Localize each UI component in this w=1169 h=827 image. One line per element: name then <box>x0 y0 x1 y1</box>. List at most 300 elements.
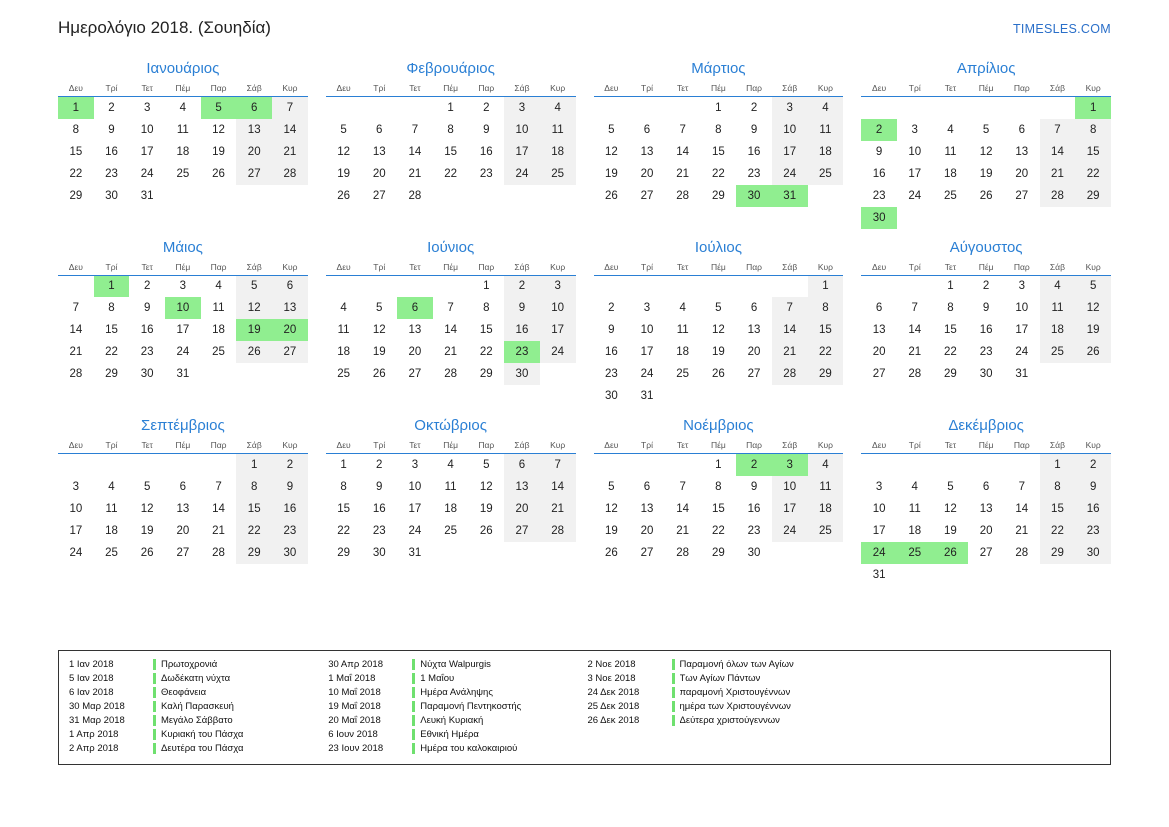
day-cell-holiday[interactable]: 5 <box>201 97 237 119</box>
day-cell[interactable]: 24 <box>504 163 540 185</box>
day-cell[interactable]: 28 <box>408 189 422 202</box>
day-cell[interactable]: 22 <box>711 524 725 537</box>
day-cell[interactable]: 20 <box>236 141 272 163</box>
day-cell[interactable]: 25 <box>176 167 190 180</box>
day-cell[interactable]: 23 <box>1075 520 1111 542</box>
day-cell[interactable]: 15 <box>808 319 844 341</box>
day-cell[interactable]: 11 <box>1040 297 1076 319</box>
day-cell[interactable]: 21 <box>772 341 808 363</box>
day-cell-holiday[interactable]: 26 <box>933 542 969 564</box>
day-cell[interactable]: 27 <box>504 520 540 542</box>
day-cell[interactable]: 23 <box>747 167 761 180</box>
day-cell[interactable]: 5 <box>143 480 151 493</box>
day-cell[interactable]: 9 <box>504 297 540 319</box>
day-cell[interactable]: 22 <box>711 167 725 180</box>
day-cell[interactable]: 24 <box>772 520 808 542</box>
day-cell[interactable]: 2 <box>108 101 115 114</box>
day-cell[interactable]: 29 <box>944 368 957 380</box>
day-cell[interactable]: 4 <box>679 302 686 314</box>
day-cell[interactable]: 19 <box>1075 319 1111 341</box>
day-cell[interactable]: 5 <box>483 458 490 471</box>
day-cell[interactable]: 8 <box>715 123 722 136</box>
day-cell[interactable]: 19 <box>212 145 225 158</box>
day-cell[interactable]: 20 <box>979 524 993 537</box>
day-cell[interactable]: 8 <box>1075 119 1111 141</box>
day-cell[interactable]: 3 <box>643 302 651 314</box>
day-cell[interactable]: 20 <box>176 524 190 537</box>
day-cell[interactable]: 8 <box>483 302 490 314</box>
day-cell[interactable]: 15 <box>444 145 457 158</box>
day-cell[interactable]: 24 <box>1015 346 1029 358</box>
day-cell[interactable]: 29 <box>1040 542 1076 564</box>
day-cell[interactable]: 23 <box>747 524 761 537</box>
day-cell[interactable]: 9 <box>750 123 758 136</box>
day-cell[interactable]: 14 <box>69 324 83 336</box>
day-cell[interactable]: 24 <box>540 341 576 363</box>
day-cell[interactable]: 29 <box>1075 185 1111 207</box>
day-cell[interactable]: 3 <box>911 123 918 136</box>
day-cell[interactable]: 19 <box>372 346 386 358</box>
day-cell[interactable]: 20 <box>408 346 422 358</box>
day-cell[interactable]: 17 <box>176 324 190 336</box>
day-cell[interactable]: 3 <box>179 280 187 293</box>
day-cell[interactable]: 4 <box>215 280 222 293</box>
day-cell[interactable]: 28 <box>908 368 922 380</box>
day-cell[interactable]: 11 <box>944 145 957 158</box>
day-cell[interactable]: 28 <box>540 520 576 542</box>
day-cell[interactable]: 22 <box>444 167 457 180</box>
day-cell[interactable]: 9 <box>750 480 758 493</box>
day-cell[interactable]: 16 <box>504 319 540 341</box>
day-cell[interactable]: 3 <box>772 97 808 119</box>
day-cell[interactable]: 9 <box>982 302 990 314</box>
day-cell[interactable]: 15 <box>711 502 725 515</box>
day-cell[interactable]: 22 <box>236 520 272 542</box>
day-cell[interactable]: 20 <box>504 498 540 520</box>
day-cell[interactable]: 10 <box>504 119 540 141</box>
day-cell[interactable]: 25 <box>540 163 576 185</box>
day-cell[interactable]: 17 <box>1015 324 1029 336</box>
day-cell[interactable]: 18 <box>540 141 576 163</box>
day-cell[interactable]: 15 <box>337 502 350 515</box>
day-cell[interactable]: 15 <box>105 324 118 336</box>
day-cell[interactable]: 28 <box>272 163 308 185</box>
day-cell[interactable]: 20 <box>872 346 886 358</box>
day-cell-holiday[interactable]: 6 <box>236 97 272 119</box>
day-cell[interactable]: 27 <box>176 546 190 559</box>
day-cell[interactable]: 13 <box>979 502 993 515</box>
day-cell[interactable]: 22 <box>808 341 844 363</box>
day-cell[interactable]: 3 <box>875 480 883 493</box>
day-cell[interactable]: 14 <box>676 502 690 515</box>
day-cell[interactable]: 6 <box>875 302 883 314</box>
day-cell[interactable]: 21 <box>676 167 690 180</box>
day-cell[interactable]: 14 <box>1015 502 1029 515</box>
day-cell[interactable]: 17 <box>504 141 540 163</box>
day-cell[interactable]: 1 <box>715 458 722 471</box>
day-cell[interactable]: 21 <box>272 141 308 163</box>
day-cell[interactable]: 12 <box>711 324 725 336</box>
day-cell[interactable]: 22 <box>479 346 493 358</box>
day-cell[interactable]: 11 <box>444 480 457 493</box>
day-cell[interactable]: 18 <box>908 524 922 537</box>
day-cell[interactable]: 29 <box>479 368 493 380</box>
day-cell[interactable]: 8 <box>947 302 954 314</box>
day-cell[interactable]: 21 <box>1040 163 1076 185</box>
day-cell-holiday[interactable]: 6 <box>397 297 433 319</box>
day-cell-holiday[interactable]: 23 <box>504 341 540 363</box>
day-cell[interactable]: 17 <box>872 524 886 537</box>
day-cell[interactable]: 25 <box>944 189 957 202</box>
day-cell[interactable]: 2 <box>1075 454 1111 476</box>
day-cell[interactable]: 27 <box>979 546 993 559</box>
day-cell[interactable]: 6 <box>750 302 758 314</box>
day-cell[interactable]: 25 <box>337 368 350 380</box>
day-cell[interactable]: 24 <box>908 189 922 202</box>
day-cell[interactable]: 30 <box>1075 542 1111 564</box>
day-cell[interactable]: 19 <box>944 524 957 537</box>
day-cell[interactable]: 23 <box>140 346 154 358</box>
day-cell[interactable]: 9 <box>875 145 883 158</box>
day-cell[interactable]: 5 <box>340 123 347 136</box>
day-cell[interactable]: 18 <box>176 145 190 158</box>
day-cell[interactable]: 9 <box>483 123 490 136</box>
day-cell[interactable]: 12 <box>372 324 386 336</box>
day-cell[interactable]: 10 <box>640 324 654 336</box>
day-cell[interactable]: 25 <box>1040 341 1076 363</box>
day-cell[interactable]: 15 <box>1040 498 1076 520</box>
day-cell[interactable]: 14 <box>908 324 922 336</box>
day-cell[interactable]: 27 <box>236 163 272 185</box>
day-cell[interactable]: 26 <box>711 368 725 380</box>
day-cell[interactable]: 2 <box>143 280 151 293</box>
day-cell[interactable]: 1 <box>483 280 490 293</box>
day-cell[interactable]: 9 <box>272 476 308 498</box>
day-cell[interactable]: 31 <box>140 189 154 202</box>
day-cell[interactable]: 19 <box>479 502 493 515</box>
day-cell[interactable]: 16 <box>140 324 154 336</box>
day-cell[interactable]: 1 <box>340 458 347 471</box>
day-cell[interactable]: 8 <box>72 123 80 136</box>
day-cell[interactable]: 15 <box>479 324 493 336</box>
day-cell[interactable]: 6 <box>643 123 651 136</box>
day-cell[interactable]: 13 <box>1015 145 1029 158</box>
day-cell[interactable]: 25 <box>105 546 118 559</box>
site-brand[interactable]: TIMESLES.COM <box>1012 22 1111 36</box>
day-cell[interactable]: 25 <box>444 524 457 537</box>
day-cell[interactable]: 19 <box>604 524 618 537</box>
day-cell[interactable]: 8 <box>236 476 272 498</box>
day-cell[interactable]: 27 <box>640 189 654 202</box>
day-cell-holiday[interactable]: 1 <box>58 97 94 119</box>
day-cell[interactable]: 6 <box>643 480 651 493</box>
day-cell[interactable]: 22 <box>337 524 350 537</box>
day-cell[interactable]: 13 <box>236 119 272 141</box>
day-cell-holiday[interactable]: 31 <box>772 185 808 207</box>
day-cell-holiday[interactable]: 2 <box>861 119 897 141</box>
day-cell-holiday[interactable]: 3 <box>772 454 808 476</box>
day-cell[interactable]: 11 <box>808 119 844 141</box>
day-cell[interactable]: 13 <box>640 145 654 158</box>
day-cell[interactable]: 19 <box>337 167 350 180</box>
day-cell[interactable]: 21 <box>408 167 422 180</box>
day-cell[interactable]: 26 <box>604 546 618 559</box>
day-cell[interactable]: 20 <box>372 167 386 180</box>
day-cell[interactable]: 30 <box>105 189 118 202</box>
day-cell[interactable]: 23 <box>872 189 886 202</box>
day-cell[interactable]: 19 <box>604 167 618 180</box>
day-cell[interactable]: 24 <box>772 163 808 185</box>
day-cell[interactable]: 14 <box>272 119 308 141</box>
day-cell[interactable]: 12 <box>236 297 272 319</box>
day-cell[interactable]: 29 <box>236 542 272 564</box>
day-cell[interactable]: 25 <box>212 346 225 358</box>
day-cell[interactable]: 21 <box>676 524 690 537</box>
day-cell[interactable]: 11 <box>540 119 576 141</box>
day-cell[interactable]: 18 <box>212 324 225 336</box>
day-cell[interactable]: 26 <box>140 546 154 559</box>
day-cell[interactable]: 13 <box>504 476 540 498</box>
day-cell[interactable]: 24 <box>140 167 154 180</box>
day-cell[interactable]: 16 <box>272 498 308 520</box>
day-cell[interactable]: 5 <box>608 123 615 136</box>
day-cell[interactable]: 29 <box>105 368 118 380</box>
day-cell[interactable]: 15 <box>711 145 725 158</box>
day-cell[interactable]: 17 <box>408 502 422 515</box>
day-cell[interactable]: 10 <box>908 145 922 158</box>
day-cell[interactable]: 26 <box>479 524 493 537</box>
day-cell[interactable]: 4 <box>540 97 576 119</box>
day-cell[interactable]: 30 <box>747 546 761 559</box>
day-cell[interactable]: 11 <box>808 476 844 498</box>
day-cell[interactable]: 14 <box>676 145 690 158</box>
day-cell[interactable]: 21 <box>540 498 576 520</box>
day-cell[interactable]: 7 <box>679 123 686 136</box>
day-cell[interactable]: 2 <box>982 280 990 293</box>
day-cell[interactable]: 23 <box>479 167 493 180</box>
day-cell[interactable]: 7 <box>272 97 308 119</box>
day-cell[interactable]: 23 <box>372 524 386 537</box>
day-cell[interactable]: 7 <box>1018 480 1025 493</box>
day-cell[interactable]: 28 <box>772 363 808 385</box>
day-cell[interactable]: 18 <box>676 346 690 358</box>
day-cell[interactable]: 4 <box>179 101 187 114</box>
day-cell[interactable]: 6 <box>179 480 187 493</box>
day-cell[interactable]: 8 <box>1040 476 1076 498</box>
day-cell[interactable]: 2 <box>483 101 490 114</box>
day-cell[interactable]: 21 <box>212 524 225 537</box>
day-cell[interactable]: 28 <box>676 189 690 202</box>
day-cell[interactable]: 30 <box>504 363 540 385</box>
day-cell[interactable]: 28 <box>676 546 690 559</box>
day-cell[interactable]: 17 <box>772 141 808 163</box>
day-cell[interactable]: 1 <box>236 454 272 476</box>
day-cell[interactable]: 26 <box>604 189 618 202</box>
day-cell[interactable]: 18 <box>1040 319 1076 341</box>
day-cell[interactable]: 8 <box>108 302 115 314</box>
day-cell[interactable]: 20 <box>747 346 761 358</box>
day-cell[interactable]: 31 <box>176 368 190 380</box>
day-cell[interactable]: 8 <box>447 123 454 136</box>
day-cell[interactable]: 7 <box>772 297 808 319</box>
day-cell[interactable]: 10 <box>772 476 808 498</box>
day-cell[interactable]: 26 <box>337 189 350 202</box>
day-cell[interactable]: 2 <box>376 458 383 471</box>
day-cell[interactable]: 4 <box>447 458 454 471</box>
day-cell[interactable]: 12 <box>1075 297 1111 319</box>
day-cell[interactable]: 22 <box>944 346 957 358</box>
day-cell[interactable]: 16 <box>604 346 618 358</box>
day-cell[interactable]: 6 <box>504 454 540 476</box>
day-cell[interactable]: 9 <box>376 480 383 493</box>
day-cell[interactable]: 8 <box>715 480 722 493</box>
day-cell[interactable]: 27 <box>372 189 386 202</box>
day-cell[interactable]: 24 <box>69 546 83 559</box>
day-cell[interactable]: 9 <box>108 123 115 136</box>
day-cell[interactable]: 27 <box>640 546 654 559</box>
day-cell[interactable]: 11 <box>212 302 225 314</box>
day-cell[interactable]: 20 <box>1015 167 1029 180</box>
day-cell[interactable]: 29 <box>711 189 725 202</box>
day-cell[interactable]: 10 <box>772 119 808 141</box>
day-cell[interactable]: 30 <box>604 390 618 402</box>
day-cell[interactable]: 15 <box>1075 141 1111 163</box>
day-cell[interactable]: 5 <box>982 123 990 136</box>
day-cell[interactable]: 17 <box>908 167 922 180</box>
day-cell[interactable]: 13 <box>408 324 422 336</box>
day-cell[interactable]: 13 <box>272 297 308 319</box>
day-cell[interactable]: 1 <box>947 280 954 293</box>
day-cell[interactable]: 18 <box>444 502 457 515</box>
day-cell[interactable]: 14 <box>408 145 422 158</box>
day-cell[interactable]: 2 <box>608 302 615 314</box>
day-cell[interactable]: 27 <box>747 368 761 380</box>
day-cell[interactable]: 18 <box>808 498 844 520</box>
day-cell[interactable]: 16 <box>1075 498 1111 520</box>
day-cell[interactable]: 27 <box>408 368 422 380</box>
day-cell[interactable]: 18 <box>105 524 118 537</box>
day-cell[interactable]: 10 <box>540 297 576 319</box>
day-cell[interactable]: 2 <box>504 275 540 297</box>
day-cell[interactable]: 9 <box>608 324 615 336</box>
day-cell[interactable]: 13 <box>640 502 654 515</box>
day-cell[interactable]: 20 <box>640 524 654 537</box>
day-cell[interactable]: 2 <box>272 454 308 476</box>
day-cell[interactable]: 4 <box>808 97 844 119</box>
day-cell[interactable]: 27 <box>272 341 308 363</box>
day-cell[interactable]: 7 <box>72 302 80 314</box>
day-cell[interactable]: 3 <box>540 275 576 297</box>
day-cell[interactable]: 26 <box>372 368 386 380</box>
day-cell[interactable]: 16 <box>479 145 493 158</box>
day-cell[interactable]: 22 <box>69 167 83 180</box>
day-cell[interactable]: 31 <box>1015 368 1029 380</box>
day-cell[interactable]: 27 <box>872 368 886 380</box>
day-cell[interactable]: 4 <box>340 302 347 314</box>
day-cell[interactable]: 7 <box>411 123 419 136</box>
day-cell[interactable]: 15 <box>236 498 272 520</box>
day-cell[interactable]: 23 <box>272 520 308 542</box>
day-cell[interactable]: 25 <box>808 163 844 185</box>
day-cell[interactable]: 7 <box>1040 119 1076 141</box>
day-cell[interactable]: 29 <box>808 363 844 385</box>
day-cell[interactable]: 5 <box>236 275 272 297</box>
day-cell[interactable]: 28 <box>212 546 225 559</box>
day-cell[interactable]: 5 <box>715 302 722 314</box>
day-cell[interactable]: 11 <box>105 502 118 515</box>
day-cell[interactable]: 4 <box>108 480 115 493</box>
day-cell[interactable]: 1 <box>447 101 454 114</box>
day-cell[interactable]: 14 <box>1040 141 1076 163</box>
day-cell[interactable]: 4 <box>808 454 844 476</box>
day-cell[interactable]: 17 <box>640 346 654 358</box>
day-cell[interactable]: 7 <box>215 480 222 493</box>
day-cell[interactable]: 4 <box>947 123 954 136</box>
day-cell[interactable]: 7 <box>540 454 576 476</box>
day-cell[interactable]: 5 <box>1075 275 1111 297</box>
day-cell[interactable]: 22 <box>105 346 118 358</box>
day-cell-holiday[interactable]: 1 <box>94 275 130 297</box>
day-cell[interactable]: 1 <box>715 101 722 114</box>
day-cell[interactable]: 4 <box>1040 275 1076 297</box>
day-cell[interactable]: 16 <box>372 502 386 515</box>
day-cell[interactable]: 21 <box>69 346 83 358</box>
day-cell[interactable]: 12 <box>604 502 618 515</box>
day-cell[interactable]: 3 <box>1018 280 1025 293</box>
day-cell[interactable]: 6 <box>272 275 308 297</box>
day-cell[interactable]: 28 <box>69 368 83 380</box>
day-cell[interactable]: 25 <box>808 520 844 542</box>
day-cell[interactable]: 26 <box>1075 341 1111 363</box>
day-cell[interactable]: 23 <box>979 346 993 358</box>
day-cell-holiday[interactable]: 10 <box>165 297 201 319</box>
day-cell[interactable]: 31 <box>408 546 422 559</box>
day-cell[interactable]: 12 <box>604 145 618 158</box>
day-cell[interactable]: 17 <box>540 319 576 341</box>
day-cell[interactable]: 25 <box>676 368 690 380</box>
day-cell[interactable]: 16 <box>747 502 761 515</box>
day-cell[interactable]: 16 <box>872 167 886 180</box>
day-cell[interactable]: 3 <box>72 480 80 493</box>
day-cell[interactable]: 30 <box>140 368 154 380</box>
day-cell[interactable]: 15 <box>69 145 83 158</box>
day-cell[interactable]: 19 <box>140 524 154 537</box>
day-cell[interactable]: 28 <box>1015 546 1029 559</box>
day-cell[interactable]: 9 <box>143 302 151 314</box>
day-cell[interactable]: 10 <box>69 502 83 515</box>
day-cell[interactable]: 11 <box>676 324 689 336</box>
day-cell[interactable]: 30 <box>272 542 308 564</box>
day-cell[interactable]: 3 <box>143 101 151 114</box>
day-cell[interactable]: 6 <box>376 123 383 136</box>
day-cell-holiday[interactable]: 2 <box>736 454 772 476</box>
day-cell[interactable]: 14 <box>540 476 576 498</box>
day-cell[interactable]: 23 <box>604 368 618 380</box>
day-cell[interactable]: 12 <box>212 123 225 136</box>
day-cell[interactable]: 11 <box>176 123 189 136</box>
day-cell[interactable]: 10 <box>140 123 154 136</box>
day-cell[interactable]: 12 <box>140 502 154 515</box>
day-cell[interactable]: 31 <box>872 568 886 581</box>
day-cell[interactable]: 16 <box>979 324 993 336</box>
day-cell[interactable]: 7 <box>447 302 454 314</box>
day-cell[interactable]: 26 <box>979 189 993 202</box>
day-cell[interactable]: 8 <box>808 297 844 319</box>
day-cell-holiday[interactable]: 30 <box>736 185 772 207</box>
day-cell-holiday[interactable]: 24 <box>861 542 897 564</box>
day-cell[interactable]: 2 <box>750 101 758 114</box>
day-cell[interactable]: 7 <box>911 302 918 314</box>
